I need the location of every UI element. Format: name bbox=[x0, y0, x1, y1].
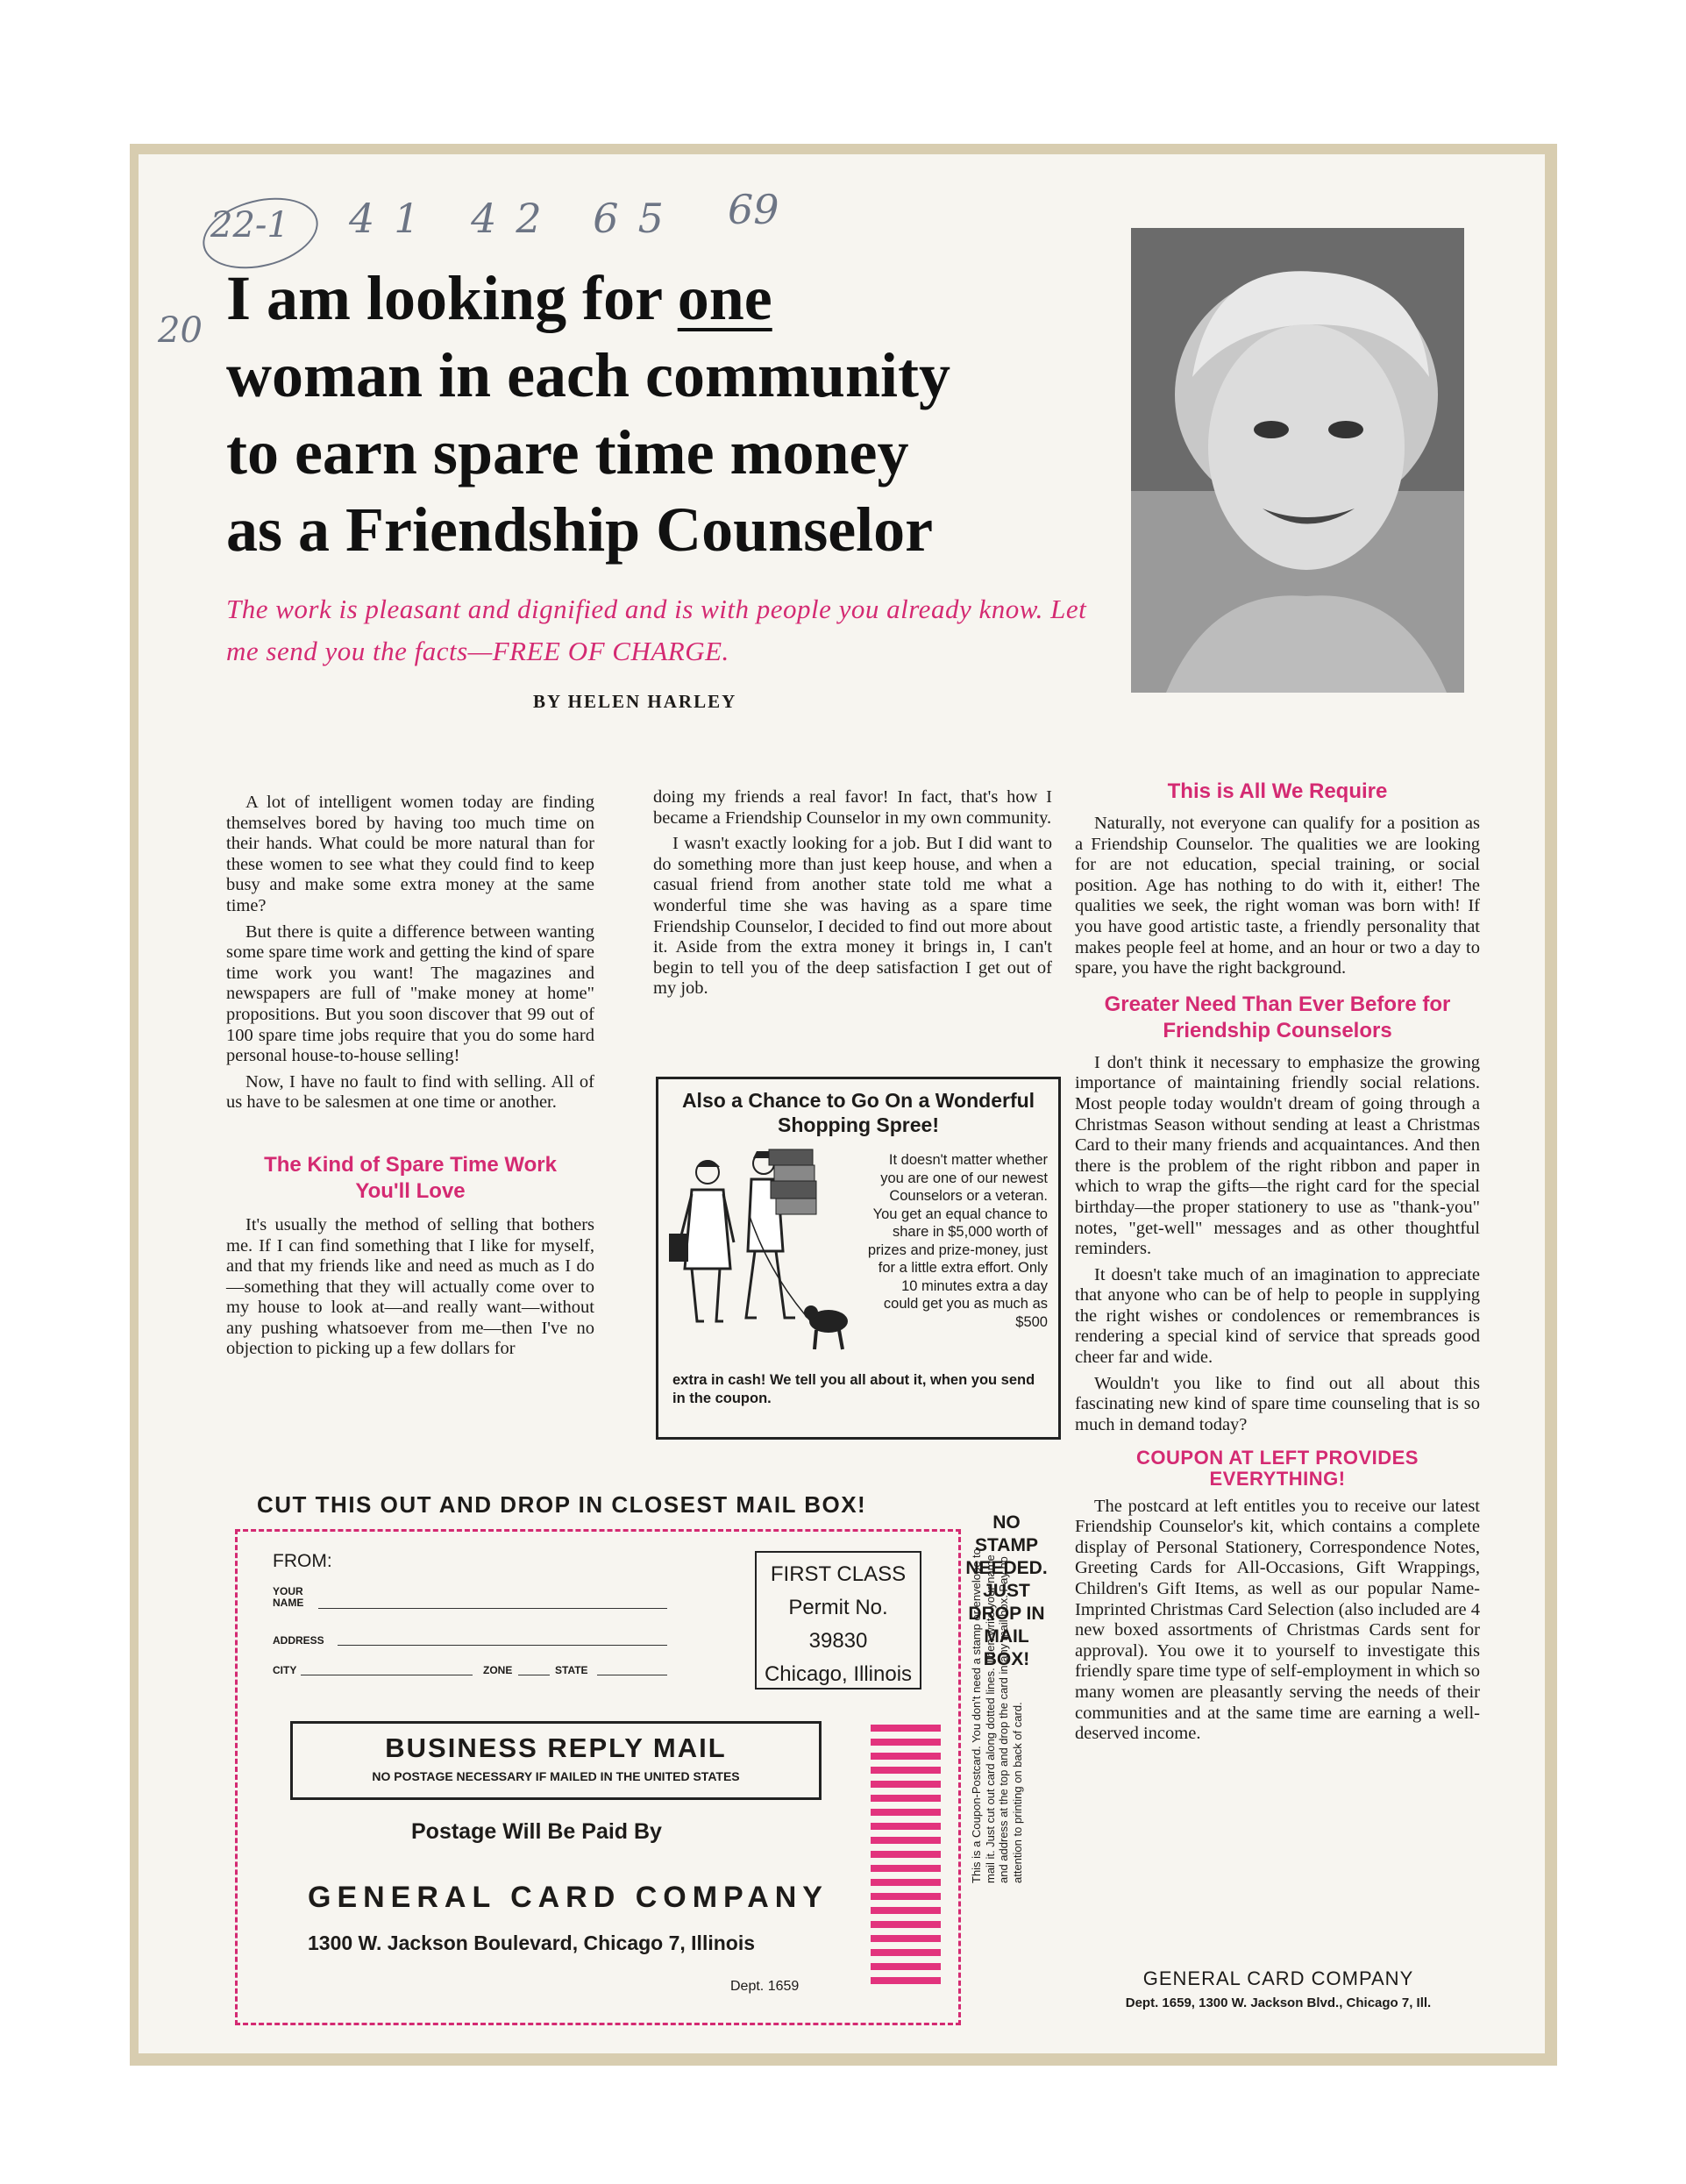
recipient-dept: Dept. 1659 bbox=[730, 1979, 800, 1994]
address-label: ADDRESS bbox=[273, 1634, 324, 1647]
state-label: STATE bbox=[555, 1664, 588, 1676]
section-heading: The Kind of Spare Time Work You'll Love bbox=[264, 1152, 557, 1203]
postal-bar bbox=[871, 1795, 941, 1802]
postal-bar bbox=[871, 1977, 941, 1984]
name-field[interactable] bbox=[318, 1607, 667, 1609]
state-field[interactable] bbox=[597, 1674, 667, 1675]
section-heading: Greater Need Than Ever Before for Friendship Counselors bbox=[1104, 992, 1451, 1042]
postage-paid-by: Postage Will Be Paid By bbox=[411, 1819, 662, 1844]
article-column-2 bbox=[653, 787, 1052, 1005]
business-reply-title: BUSINESS REPLY MAIL bbox=[385, 1732, 727, 1763]
postal-bar bbox=[871, 1963, 941, 1970]
paragraph: I wasn't exactly looking for a job. But I did want to do something more than just keep house, and when a casual friend from another state told me what a wonderful time she was having as a spare time Friendship Counselor, I decided to find out more about it. Aside from the extra money it brings in, I can't begin to tell you of the deep satisfaction I get out of my job. bbox=[653, 834, 1052, 999]
postal-bar bbox=[871, 1865, 941, 1872]
pencil-note-20: 20 bbox=[158, 310, 203, 351]
postal-bar bbox=[871, 1809, 941, 1816]
shopping-spree-text: It doesn't matter whether you are one of our newest Counselors or a veteran. You get an equal chance to share in $5,000 worth of prizes and prize-money, just for a little extra effort. Only 10 minutes extra a day could get you as much as $500 bbox=[867, 1152, 1048, 1330]
first-class-label: FIRST CLASS bbox=[770, 1562, 907, 1586]
postal-bar bbox=[871, 1767, 941, 1774]
postal-bar bbox=[871, 1781, 941, 1788]
headline-underlined-word: one bbox=[677, 263, 772, 333]
no-stamp-needed-note: NO STAMP NEEDED. JUST DROP IN MAIL BOX! bbox=[965, 1512, 1048, 1669]
coupon-instructions-vertical: This is a Coupon-Postcard. You don't need a stamp or envelope to mail it. Just cut out card along dotted lines. Then write your name and address at the top and drop the card in any mail box. Pay no attention to printing on back of card. bbox=[970, 1548, 1024, 1883]
postal-bar bbox=[871, 1949, 941, 1956]
recipient-company: GENERAL CARD COMPANY bbox=[308, 1881, 829, 1914]
permit-number: Permit No. 39830 bbox=[788, 1596, 888, 1653]
postal-bar bbox=[871, 1851, 941, 1858]
subheadline: The work is pleasant and dignified and is with people you already know. Let me send you the facts—FREE OF CHARGE. bbox=[226, 594, 1087, 666]
postal-bar bbox=[871, 1753, 941, 1760]
headline-line-2: woman in each community bbox=[226, 340, 950, 410]
headline-line-4: as a Friendship Counselor bbox=[226, 494, 934, 565]
no-postage-note: NO POSTAGE NECESSARY IF MAILED IN THE UNITED STATES bbox=[372, 1769, 740, 1783]
postal-bar bbox=[871, 1893, 941, 1900]
paragraph: But there is quite a difference between wanting some spare time work and getting the kind of spare time work you want! The magazines and newspapers are full of "make money at home" propositions. But you soon discover that 99 out of 100 spare time jobs require that you do some hard personal house-to-house selling! bbox=[226, 921, 594, 1066]
article-column-1 bbox=[226, 793, 594, 1365]
from-label: FROM: bbox=[273, 1551, 332, 1571]
first-class-permit bbox=[755, 1551, 921, 1690]
pencil-note-69: 69 bbox=[728, 186, 779, 233]
paragraph: Naturally, not everyone can qualify for a position as a Friendship Counselor. The qualities we are looking for are not education, special training, or social position. Age has nothing to do with it, either! The qualities we seek, the right woman was born with! If you have good artistic taste, a friendly personality that makes people feel at home, and an hour or two a day to spare, you have the right background. bbox=[1075, 814, 1480, 978]
address-field[interactable] bbox=[338, 1644, 667, 1646]
postal-bar bbox=[871, 1921, 941, 1928]
portrait-illustration bbox=[1131, 228, 1464, 693]
postal-bar bbox=[871, 1739, 941, 1746]
shopping-spree-footer: extra in cash! We tell you all about it, when you send in the coupon. bbox=[672, 1372, 1035, 1406]
city-label: CITY bbox=[273, 1664, 297, 1676]
zone-field[interactable] bbox=[518, 1674, 550, 1675]
city-field[interactable] bbox=[301, 1674, 473, 1675]
pencil-note-numbers: 41 42 65 bbox=[349, 195, 683, 242]
article-column-3 bbox=[1075, 779, 1480, 1750]
paragraph: It doesn't take much of an imagination to appreciate that anyone who can be of help to people in supplying the right wishes or condolences or remembrances is rendering a special kind of service that spreads good cheer far and wide. bbox=[1075, 1264, 1480, 1368]
paragraph: It's usually the method of selling that bothers me. If I can find something that I like for myself, and that my friends like and need as much as I do—something that they will actually come over to my house to look at—and really want—without any pushing whatsoever from me—then I've no objection to picking up a few dollars for bbox=[226, 1214, 594, 1359]
postal-bar bbox=[871, 1837, 941, 1844]
paragraph: A lot of intelligent women today are finding themselves bored by having too much time on their hands. What could be more natural than for these women to see what they could find to keep busy and make some extra money at the same time? bbox=[226, 793, 594, 915]
your-name-label: YOUR NAME bbox=[273, 1585, 304, 1609]
paragraph: I don't think it necessary to emphasize the growing importance of maintaining friendly social relations. Most people today wouldn't dream of going through a Christmas Season without sending at least a Christmas Card to their many friends and acquaintances. And then there is the problem of the right ribbon and paper in which to wrap the gifts—the right card for the special birthday—the proper stationery to use as "thank-you" notes, "get-well" messages and as other thoughtful reminders. bbox=[1075, 1052, 1480, 1259]
section-heading: This is All We Require bbox=[1167, 779, 1388, 803]
shopping-spree-box bbox=[656, 1077, 1061, 1440]
company-signature bbox=[1077, 1967, 1480, 2010]
permit-city: Chicago, Illinois bbox=[764, 1662, 913, 1686]
magazine-back-cover bbox=[139, 154, 1545, 2053]
business-reply-mail-box bbox=[290, 1721, 822, 1800]
shopping-spree-title: Also a Chance to Go On a Wonderful Shopping Spree! bbox=[681, 1089, 1035, 1136]
postal-bar bbox=[871, 1935, 941, 1942]
headline-line-3: to earn spare time money bbox=[226, 417, 909, 487]
postal-bar bbox=[871, 1907, 941, 1914]
reply-coupon-postcard[interactable] bbox=[235, 1529, 961, 2025]
paragraph: doing my friends a real favor! In fact, that's how I became a Friendship Counselor in my own community. bbox=[653, 787, 1052, 828]
postal-bar bbox=[871, 1879, 941, 1886]
paragraph: Now, I have no fault to find with selling. All of us have to be salesmen at one time or another. bbox=[226, 1071, 594, 1113]
headline-line-1: I am looking for bbox=[226, 263, 678, 333]
postal-bar bbox=[871, 1823, 941, 1830]
headline bbox=[226, 260, 1103, 568]
shopping-couple-illustration bbox=[665, 1146, 867, 1365]
section-heading: COUPON AT LEFT PROVIDES EVERYTHING! bbox=[1136, 1447, 1419, 1490]
author-portrait-photo bbox=[1131, 228, 1464, 693]
postal-bar bbox=[871, 1725, 941, 1732]
company-name: GENERAL CARD COMPANY bbox=[1142, 1967, 1414, 1989]
paragraph: The postcard at left entitles you to receive our latest Friendship Counselor's kit, which contains a complete display of Personal Stationery, Correspondence Notes, Greeting Cards for All-Occasions, Gift Wrappings, Children's Gift Items, as well as our popular Name-Imprinted Christmas Card Selection (also included are 4 new boxed assortments of Christmas Cards sent for approval). You owe it to yourself to investigate this friendly spare time type of self-employment in which so many women are pleasantly serving the needs of their communities and at the same time are earning a well-deserved income. bbox=[1075, 1496, 1480, 1744]
postal-bars bbox=[871, 1725, 941, 1996]
recipient-address: 1300 W. Jackson Boulevard, Chicago 7, Illinois bbox=[308, 1931, 756, 1954]
cut-instruction: CUT THIS OUT AND DROP IN CLOSEST MAIL BOX! bbox=[257, 1491, 867, 1518]
company-address: Dept. 1659, 1300 W. Jackson Blvd., Chicago 7, Ill. bbox=[1125, 1995, 1432, 2010]
paragraph: Wouldn't you like to find out all about this fascinating new kind of spare time counseling that is so much in demand today? bbox=[1075, 1373, 1480, 1434]
pencil-note-circled: 22-1 bbox=[210, 205, 289, 245]
byline: BY HELEN HARLEY bbox=[533, 691, 737, 712]
zone-label: ZONE bbox=[483, 1664, 513, 1676]
